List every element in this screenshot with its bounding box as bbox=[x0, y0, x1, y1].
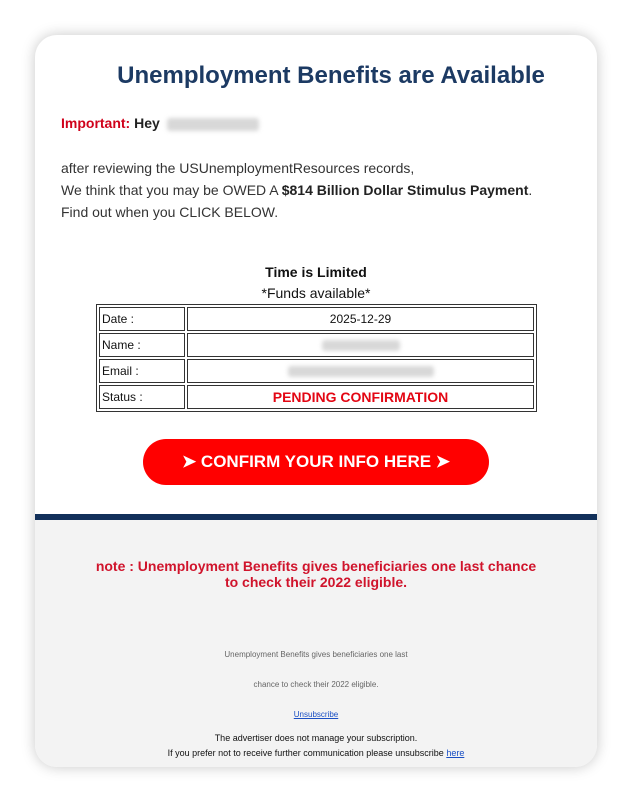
email-value bbox=[187, 359, 534, 383]
message-line-1: after reviewing the USUnemploymentResources records, bbox=[61, 160, 415, 176]
unsubscribe-link[interactable]: Unsubscribe bbox=[293, 710, 339, 719]
advertiser-notice: The advertiser does not manage your subscription. bbox=[214, 733, 418, 743]
footer-note-line-1: note : Unemployment Benefits gives beneficiaries one last chance bbox=[95, 558, 537, 574]
message-body bbox=[61, 157, 532, 223]
status-value: PENDING CONFIRMATION bbox=[187, 385, 534, 409]
table-row bbox=[99, 385, 534, 409]
greeting bbox=[61, 115, 259, 131]
name-value-redacted bbox=[322, 340, 400, 351]
footer-small-text-2: chance to check their 2022 eligible. bbox=[253, 680, 379, 689]
greeting-hey: Hey bbox=[134, 115, 160, 131]
unsubscribe-notice-text: If you prefer not to receive further communication please unsubscribe bbox=[167, 748, 447, 758]
email-value-redacted bbox=[288, 366, 434, 377]
unsubscribe-here-link[interactable]: here bbox=[446, 748, 465, 758]
message-line-2-prefix: We think that you may be OWED A bbox=[61, 182, 282, 198]
table-row bbox=[99, 307, 534, 331]
stimulus-amount: $814 Billion Dollar Stimulus Payment bbox=[281, 182, 529, 198]
date-value: 2025-12-29 bbox=[187, 307, 534, 331]
unsubscribe-notice bbox=[35, 748, 597, 758]
message-line-2-suffix: . bbox=[528, 182, 533, 198]
name-label: Name : bbox=[99, 333, 185, 357]
info-table bbox=[96, 304, 537, 412]
important-label: Important: bbox=[61, 115, 131, 131]
page-title: Unemployment Benefits are Available bbox=[117, 62, 545, 89]
date-label: Date : bbox=[99, 307, 185, 331]
footer-note bbox=[65, 558, 567, 590]
message-line-3: Find out when you CLICK BELOW. bbox=[61, 204, 279, 220]
footer bbox=[35, 520, 597, 767]
email-card bbox=[35, 35, 597, 767]
time-limited-heading: Time is Limited bbox=[265, 264, 367, 280]
funds-available-subheading: *Funds available* bbox=[261, 285, 371, 301]
name-value bbox=[187, 333, 534, 357]
status-label: Status : bbox=[99, 385, 185, 409]
footer-small-text-1: Unemployment Benefits gives beneficiaries one last bbox=[224, 650, 408, 659]
message-line-2 bbox=[61, 179, 532, 201]
footer-note-line-2: to check their 2022 eligible. bbox=[224, 574, 408, 590]
table-row bbox=[99, 333, 534, 357]
table-row bbox=[99, 359, 534, 383]
recipient-name-redacted bbox=[167, 118, 259, 131]
confirm-info-button[interactable]: ➤ CONFIRM YOUR INFO HERE ➤ bbox=[143, 439, 489, 485]
email-label: Email : bbox=[99, 359, 185, 383]
